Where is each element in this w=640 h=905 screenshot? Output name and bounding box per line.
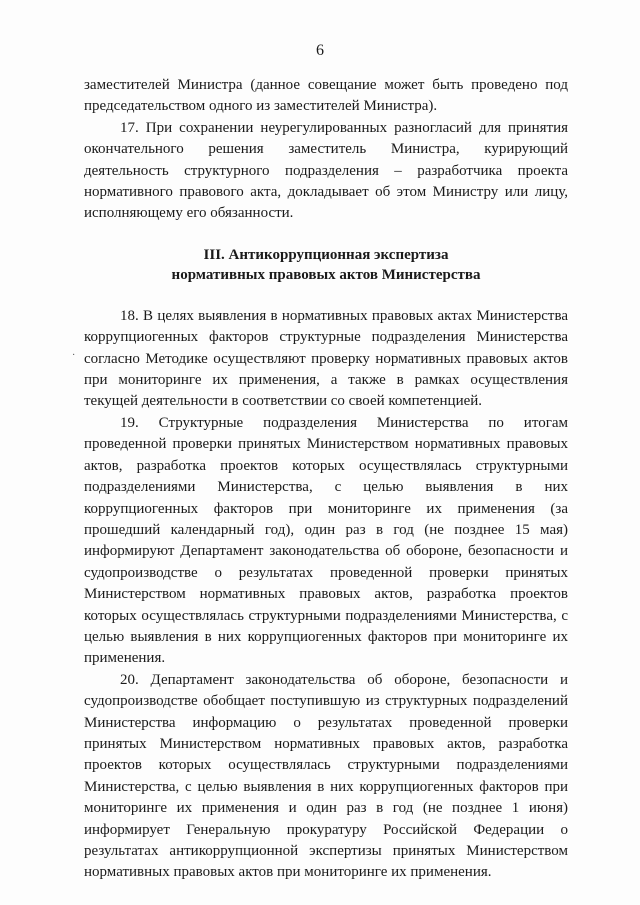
section-title [84,245,568,285]
paragraph-continuation: заместителей Министра (данное совещание может быть проведено под председательством одного из заместителей Министра). [84,77,568,115]
margin-dot: · [72,350,76,361]
paragraph-17: 17. При сохранении неурегулированных разногласий для принятия окончательного решения заместитель Министра, курирующий деятельность структурного подразделения – разработчика проекта нормативного правового акта, докладывает об этом Министру или лицу, исполняющему его обязанности. [84,119,568,222]
page-number: 6 [316,42,324,59]
section-title-line-1: III. Антикоррупционная экспертиза [203,246,449,263]
section-title-line-2: нормативных правовых актов Министерства [171,266,481,283]
paragraph-19: 19. Структурные подразделения Министерства по итогам проведенной проверки принятых Министерством нормативных правовых актов, разработка проектов которых осуществлялась структурными подразделениями Министерства, с целью выявления в них коррупциогенных факторов при мониторинге их применения (за прошедший календарный год), один раз в год (не позднее 15 мая) информируют Департамент законодательства об обороне, безопасности и судопроизводстве о результатах проведенной проверки принятых Министерством нормативных правовых актов, разработка проектов которых осуществлялась структурными подразделениями Министерства, с целью выявления в них коррупциогенных факторов при мониторинге их применения. [84,414,568,667]
paragraph-20: 20. Департамент законодательства об обороне, безопасности и судопроизводстве обобщает поступившую из структурных подразделений Министерства информацию о результатах проведенной проверки принятых Министерством нормативных правовых актов, разработка проектов которых осуществлялась структурными подразделениями Министерства, с целью выявления в них коррупциогенных факторов при мониторинге их применения и один раз в год (не позднее 1 июня) информирует Генеральную прокуратуру Российской Федерации о результатах антикоррупционной экспертизы принятых Министерством нормативных правовых актов при мониторинге их применения. [84,671,568,881]
document-body [84,75,568,884]
paragraph-18: 18. В целях выявления в нормативных правовых актах Министерства коррупциогенных факторов структурные подразделения Министерства согласно Методике осуществляют проверку нормативных правовых актов при мониторинге их применения, а также в рамках осуществления текущей деятельности в соответствии со своей компетенцией. [84,307,568,410]
